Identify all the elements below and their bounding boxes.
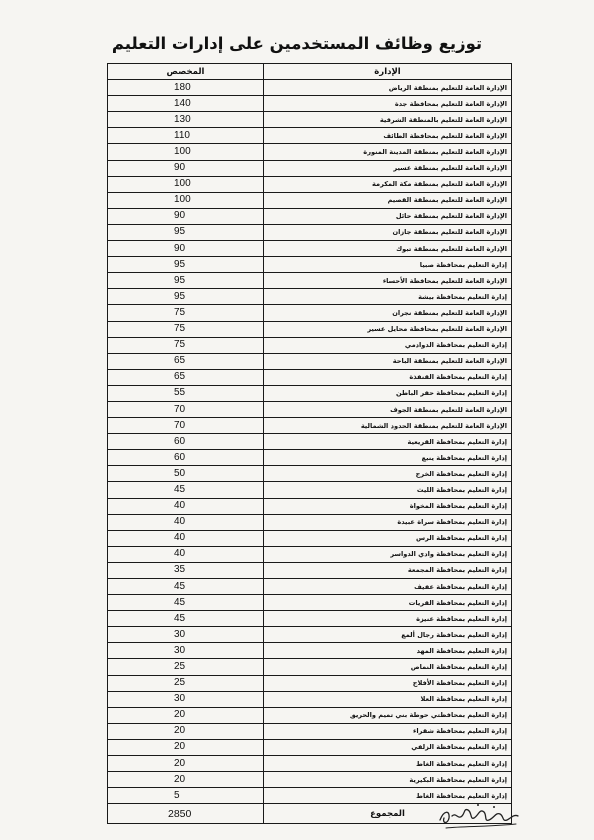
table-row [108,723,512,739]
administration-cell: إدارة التعليم بمحافظة حفر الباطن [264,385,512,401]
allocation-cell: 65 [108,369,264,385]
allocation-cell: 30 [108,643,264,659]
table-row [108,112,512,128]
table-row [108,707,512,723]
allocation-cell: 180 [108,80,264,96]
table-row [108,691,512,707]
administration-cell: إدارة التعليم بمحافظة الزلفي [264,739,512,755]
administration-cell: إدارة التعليم بمحافظة المخواة [264,498,512,514]
administration-cell: إدارة التعليم بمحافظة الغاط [264,788,512,804]
administration-cell: الإدارة العامة للتعليم بمنطقة الحدود الشمالية [264,418,512,434]
allocation-table [107,63,512,824]
administration-cell: الإدارة العامة للتعليم بمنطقة جازان [264,224,512,240]
allocation-cell: 95 [108,273,264,289]
header-allocation: المخصص [108,64,264,80]
allocation-cell: 40 [108,514,264,530]
allocation-cell: 55 [108,385,264,401]
header-administration: الإدارة [264,64,512,80]
allocation-cell: 25 [108,675,264,691]
allocation-cell: 50 [108,466,264,482]
table-body [108,80,512,804]
table-row [108,546,512,562]
allocation-cell: 90 [108,160,264,176]
table-row [108,739,512,755]
administration-cell: إدارة التعليم بمحافظة المهد [264,643,512,659]
table-row [108,482,512,498]
administration-cell: الإدارة العامة للتعليم بمنطقة الباحة [264,353,512,369]
administration-cell: الإدارة العامة للتعليم بمحافظة الأحساء [264,273,512,289]
table-row [108,627,512,643]
allocation-cell: 100 [108,144,264,160]
allocation-cell: 45 [108,579,264,595]
table-row [108,128,512,144]
administration-cell: إدارة التعليم بمحافظة القريعية [264,434,512,450]
table-row [108,160,512,176]
allocation-cell: 110 [108,128,264,144]
table-row [108,756,512,772]
table-row [108,434,512,450]
allocation-cell: 75 [108,321,264,337]
administration-cell: إدارة التعليم بمحافظة وادي الدواسر [264,546,512,562]
table-row [108,208,512,224]
administration-cell: الإدارة العامة للتعليم بمنطقة الجوف [264,401,512,417]
allocation-cell: 90 [108,241,264,257]
allocation-cell: 30 [108,691,264,707]
allocation-cell: 75 [108,337,264,353]
table-row [108,96,512,112]
administration-cell: إدارة التعليم بمحافظة العلا [264,691,512,707]
allocation-cell: 30 [108,627,264,643]
administration-cell: إدارة التعليم بمحافظة رجال ألمع [264,627,512,643]
table-row [108,643,512,659]
table-row [108,305,512,321]
allocation-cell: 60 [108,450,264,466]
table-row [108,192,512,208]
table-row [108,80,512,96]
allocation-cell: 20 [108,723,264,739]
administration-cell: إدارة التعليم بمحافظة الدوادمي [264,337,512,353]
table-row [108,321,512,337]
administration-cell: إدارة التعليم بمحافظة المجمعة [264,562,512,578]
administration-cell: إدارة التعليم بمحافظة الأفلاج [264,675,512,691]
table-row [108,337,512,353]
administration-cell: الإدارة العامة للتعليم بمنطقة نجران [264,305,512,321]
table-row [108,498,512,514]
administration-cell: الإدارة العامة للتعليم بمنطقة تبوك [264,241,512,257]
administration-cell: إدارة التعليم بمحافظة صبيا [264,257,512,273]
administration-cell: إدارة التعليم بمحافظة القريات [264,595,512,611]
administration-cell: الإدارة العامة للتعليم بمنطقة القصيم [264,192,512,208]
allocation-cell: 95 [108,257,264,273]
table-row [108,273,512,289]
administration-cell: الإدارة العامة للتعليم بمنطقة الرياض [264,80,512,96]
table-row [108,369,512,385]
handwritten-signature [434,796,524,836]
allocation-cell: 40 [108,530,264,546]
allocation-cell: 45 [108,482,264,498]
allocation-cell: 20 [108,739,264,755]
administration-cell: إدارة التعليم بمحافظة الليث [264,482,512,498]
table-row [108,450,512,466]
table-row [108,772,512,788]
table-row [108,385,512,401]
table-row [108,257,512,273]
administration-cell: الإدارة العامة للتعليم بمحافظة جدة [264,96,512,112]
page-title: توزيع وظائف المستخدمين على إدارات التعليم [111,34,483,53]
administration-cell: إدارة التعليم بمحافظة شقراء [264,723,512,739]
administration-cell: الإدارة العامة للتعليم بمنطقة عسير [264,160,512,176]
table-row [108,144,512,160]
administration-cell: الإدارة العامة للتعليم بمنطقة حائل [264,208,512,224]
administration-cell: إدارة التعليم بمحافظتي حوطة بني تميم والحريق [264,707,512,723]
administration-cell: الإدارة العامة للتعليم بالمنطقة الشرقية [264,112,512,128]
administration-cell: الإدارة العامة للتعليم بمنطقة المدينة المنورة [264,144,512,160]
allocation-cell: 20 [108,772,264,788]
administration-cell: الإدارة العامة للتعليم بمحافظة محايل عسير [264,321,512,337]
table-row [108,224,512,240]
administration-cell: إدارة التعليم بمحافظة عنيزة [264,611,512,627]
allocation-cell: 45 [108,611,264,627]
table-row [108,675,512,691]
allocation-cell: 75 [108,305,264,321]
table-row [108,466,512,482]
administration-cell: إدارة التعليم بمحافظة ينبع [264,450,512,466]
allocation-cell: 140 [108,96,264,112]
table-row [108,579,512,595]
table-row [108,289,512,305]
allocation-cell: 95 [108,289,264,305]
allocation-cell: 70 [108,418,264,434]
allocation-cell: 5 [108,788,264,804]
administration-cell: إدارة التعليم بمحافظة عفيف [264,579,512,595]
administration-cell: إدارة التعليم بمحافظة الخرج [264,466,512,482]
table-row [108,562,512,578]
table-row [108,530,512,546]
allocation-cell: 45 [108,595,264,611]
allocation-cell: 20 [108,756,264,772]
allocation-cell: 20 [108,707,264,723]
allocation-cell: 95 [108,224,264,240]
table-header-row [108,64,512,80]
table-row [108,514,512,530]
allocation-cell: 60 [108,434,264,450]
total-value: 2850 [108,804,264,824]
allocation-cell: 65 [108,353,264,369]
table-row [108,659,512,675]
allocation-cell: 40 [108,498,264,514]
table-row [108,611,512,627]
administration-cell: الإدارة العامة للتعليم بمنطقة مكة المكرمة [264,176,512,192]
administration-cell: إدارة التعليم بمحافظة بيشة [264,289,512,305]
allocation-cell: 25 [108,659,264,675]
administration-cell: الإدارة العامة للتعليم بمحافظة الطائف [264,128,512,144]
administration-cell: إدارة التعليم بمحافظة النماص [264,659,512,675]
administration-cell: إدارة التعليم بمحافظة الرس [264,530,512,546]
total-label: المجموع [264,804,512,824]
allocation-cell: 100 [108,176,264,192]
administration-cell: إدارة التعليم بمحافظة البكيرية [264,772,512,788]
table-row [108,595,512,611]
allocation-cell: 90 [108,208,264,224]
allocation-cell: 35 [108,562,264,578]
table-row [108,176,512,192]
allocation-cell: 130 [108,112,264,128]
allocation-cell: 100 [108,192,264,208]
table-row [108,418,512,434]
administration-cell: إدارة التعليم بمحافظة سراة عبيدة [264,514,512,530]
allocation-cell: 70 [108,401,264,417]
administration-cell: إدارة التعليم بمحافظة الغاط [264,756,512,772]
administration-cell: إدارة التعليم بمحافظة القنفذة [264,369,512,385]
table-row [108,401,512,417]
table-row [108,353,512,369]
allocation-cell: 40 [108,546,264,562]
table-row [108,241,512,257]
